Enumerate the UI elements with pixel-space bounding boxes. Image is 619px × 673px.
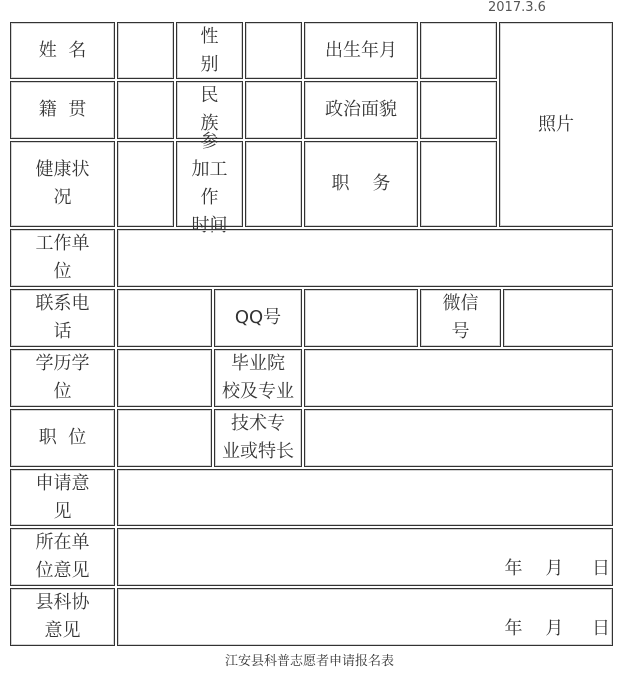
- value-birth[interactable]: [420, 22, 497, 79]
- value-gender[interactable]: [245, 22, 302, 79]
- label-qq: QQ号: [214, 289, 302, 347]
- value-tech-specialty[interactable]: [304, 409, 613, 467]
- county-opinion-date: 年 月 日: [504, 618, 610, 639]
- label-wechat: 微信 号: [420, 289, 501, 347]
- value-wechat[interactable]: [503, 289, 613, 347]
- value-qq[interactable]: [304, 289, 418, 347]
- value-position[interactable]: [420, 141, 497, 227]
- label-position: 职 务: [304, 141, 418, 227]
- label-gender: 性 别: [176, 22, 243, 79]
- label-native-place: 籍 贯: [10, 81, 115, 139]
- label-ethnicity: 民 族: [176, 81, 243, 139]
- value-unit-opinion[interactable]: [117, 528, 613, 586]
- label-health: 健康状 况: [10, 141, 115, 227]
- value-county-opinion[interactable]: [117, 588, 613, 646]
- unit-opinion-date: 年 月 日: [504, 558, 610, 579]
- value-health[interactable]: [117, 141, 174, 227]
- value-work-start[interactable]: [245, 141, 302, 227]
- value-application-opinion[interactable]: [117, 469, 613, 526]
- value-name[interactable]: [117, 22, 174, 79]
- form-date: 2017.3.6: [488, 0, 546, 15]
- label-political-status: 政治面貌: [304, 81, 418, 139]
- value-education[interactable]: [117, 349, 212, 407]
- value-native-place[interactable]: [117, 81, 174, 139]
- label-county-opinion: 县科协 意见: [10, 588, 115, 646]
- label-work-unit: 工作单 位: [10, 229, 115, 287]
- label-unit-opinion: 所在单 位意见: [10, 528, 115, 586]
- value-political-status[interactable]: [420, 81, 497, 139]
- form-caption: 江安县科普志愿者申请报名表: [224, 654, 394, 669]
- label-work-start: 参 加工作 时间: [176, 141, 243, 227]
- value-ethnicity[interactable]: [245, 81, 302, 139]
- label-job-title: 职 位: [10, 409, 115, 467]
- value-work-unit[interactable]: [117, 229, 613, 287]
- label-school-major: 毕业院 校及专业: [214, 349, 302, 407]
- value-job-title[interactable]: [117, 409, 212, 467]
- value-phone[interactable]: [117, 289, 212, 347]
- label-name: 姓 名: [10, 22, 115, 79]
- value-school-major[interactable]: [304, 349, 613, 407]
- photo-box[interactable]: 照片: [499, 22, 613, 227]
- label-tech-specialty: 技术专 业或特长: [214, 409, 302, 467]
- label-application-opinion: 申请意 见: [10, 469, 115, 526]
- label-phone: 联系电 话: [10, 289, 115, 347]
- label-birth: 出生年月: [304, 22, 418, 79]
- label-education: 学历学 位: [10, 349, 115, 407]
